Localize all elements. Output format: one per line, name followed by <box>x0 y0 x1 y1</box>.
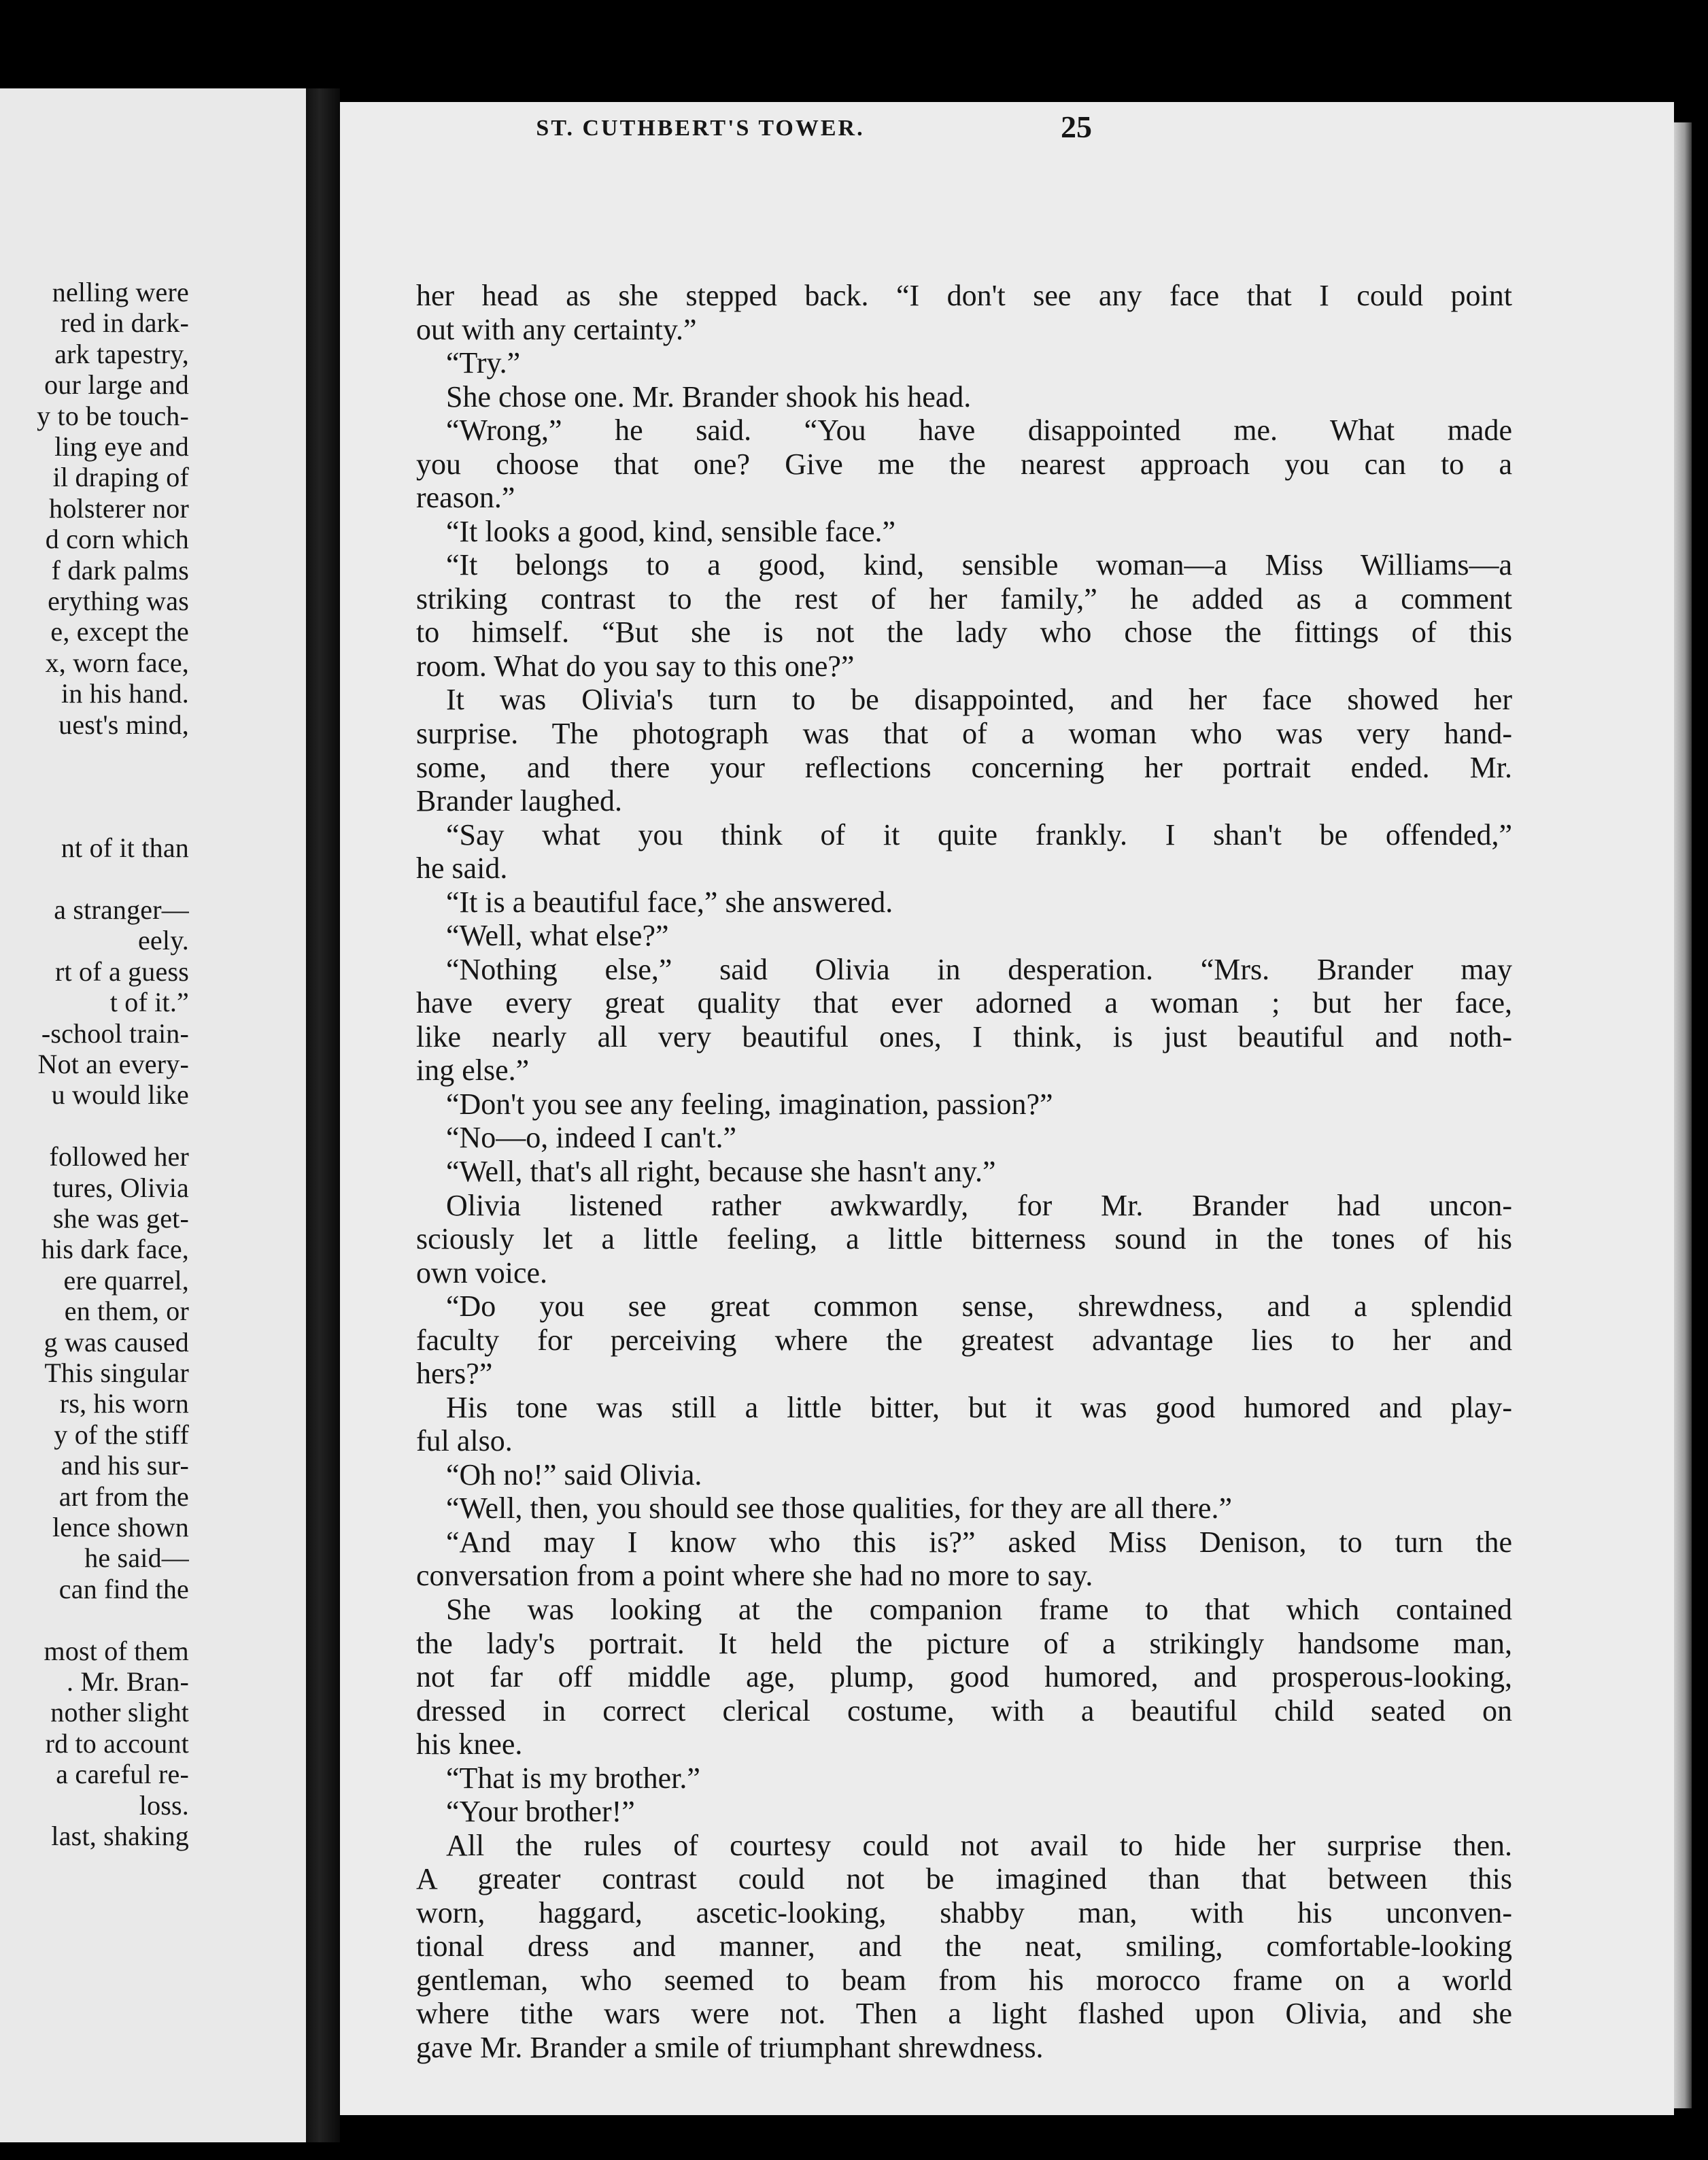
left-page-line: and his sur- <box>61 1450 189 1481</box>
left-page-line: rt of a guess <box>55 956 189 987</box>
body-line: her head as she stepped back. “I don't see any face that I could point <box>416 279 1512 312</box>
left-page-line: holsterer nor <box>49 492 189 524</box>
left-page-line: in his hand. <box>61 678 189 709</box>
body-line: you choose that one? Give me the nearest approach you can to a <box>416 447 1512 481</box>
body-line: “Oh no!” said Olivia. <box>446 1457 702 1491</box>
left-page-line: ere quarrel, <box>63 1264 189 1296</box>
left-page-line: y to be touch- <box>37 400 189 431</box>
body-line: “And may I know who this is?” asked Miss Denison, to turn the <box>446 1525 1512 1559</box>
left-page-line: rd to account <box>45 1727 189 1759</box>
left-page-line: can find the <box>58 1573 189 1604</box>
left-page-line: a careful re- <box>56 1759 189 1790</box>
body-line: “Do you see great common sense, shrewdness, and a splendid <box>446 1289 1512 1323</box>
page-edge <box>1674 122 1692 2108</box>
left-page-line: followed her <box>49 1141 189 1172</box>
left-page-line: il draping of <box>52 462 189 493</box>
body-line: own voice. <box>416 1255 548 1289</box>
body-line: reason.” <box>416 481 515 515</box>
left-page-line: This singular <box>44 1357 189 1388</box>
left-page-line: lence shown <box>52 1512 189 1542</box>
body-line: “Wrong,” he said. “You have disappointed me. What made <box>446 414 1512 448</box>
body-line: room. What do you say to this one?” <box>416 649 855 683</box>
body-line: surprise. The photograph was that of a woman who was very hand- <box>416 717 1512 750</box>
left-page-line: rs, his worn <box>59 1388 189 1419</box>
body-line: Olivia listened rather awkwardly, for Mr. Brander had uncon- <box>446 1188 1512 1222</box>
left-page-line: u would like <box>51 1079 189 1111</box>
left-page-line: x, worn face, <box>45 647 189 678</box>
body-line: “It looks a good, kind, sensible face.” <box>446 514 896 548</box>
body-line: the lady's portrait. It held the picture of a strikingly handsome man, <box>416 1626 1512 1660</box>
body-line: “No—o, indeed I can't.” <box>446 1121 736 1155</box>
body-line: worn, haggard, ascetic-looking, shabby man, with his unconven- <box>416 1895 1512 1929</box>
body-line: some, and there your reflections concerning her portrait ended. Mr. <box>416 750 1512 784</box>
body-line: “Try.” <box>446 346 521 380</box>
body-line: “Well, what else?” <box>446 919 669 953</box>
body-line: “Nothing else,” said Olivia in desperation. “Mrs. Brander may <box>446 952 1512 986</box>
body-line: “Say what you think of it quite frankly. I shan't be offended,” <box>446 817 1512 851</box>
left-page-line: en them, or <box>64 1296 189 1327</box>
body-line: It was Olivia's turn to be disappointed, and her face showed her <box>446 683 1512 717</box>
left-page-line: t of it.” <box>109 987 189 1018</box>
book-spine <box>306 88 340 2142</box>
left-page-line: his dark face, <box>41 1234 189 1265</box>
body-line: hers?” <box>416 1357 493 1391</box>
right-page <box>340 102 1674 2115</box>
body-line: She was looking at the companion frame to that which contained <box>446 1593 1512 1626</box>
left-page-line: loss. <box>139 1789 189 1821</box>
left-page-line: Not an every- <box>37 1049 189 1079</box>
body-line: like nearly all very beautiful ones, I think, is just beautiful and noth- <box>416 1019 1512 1053</box>
left-page-line: art from the <box>58 1481 189 1512</box>
page-number: 25 <box>1061 109 1092 144</box>
body-line: “Well, then, you should see those qualities, for they are all there.” <box>446 1491 1232 1525</box>
left-page-line: y of the stiff <box>54 1419 189 1450</box>
body-line: striking contrast to the rest of her family,” he added as a comment <box>416 581 1512 615</box>
body-line: have every great quality that ever adorned a woman ; but her face, <box>416 986 1512 1020</box>
body-line: out with any certainty.” <box>416 312 697 346</box>
body-line: “It belongs to a good, kind, sensible woman—a Miss Williams—a <box>446 548 1512 582</box>
body-line: gave Mr. Brander a smile of triumphant shrewdness. <box>416 2031 1044 2064</box>
left-page-line: nelling were <box>52 277 189 307</box>
body-line: Brander laughed. <box>416 784 622 818</box>
left-page-line: tures, Olivia <box>52 1172 189 1203</box>
left-page-line: our large and <box>44 369 189 401</box>
body-line: gentleman, who seemed to beam from his morocco frame on a world <box>416 1963 1512 1997</box>
body-line: “Don't you see any feeling, imagination, passion?” <box>446 1087 1053 1121</box>
left-page-line: eely. <box>137 925 189 956</box>
body-line: ing else.” <box>416 1053 530 1087</box>
body-line: dressed in correct clerical costume, with a beautiful child seated on <box>416 1693 1512 1727</box>
left-page-line: g was caused <box>44 1326 189 1357</box>
left-page-line: red in dark- <box>61 307 189 339</box>
left-page-line: erything was <box>48 586 189 616</box>
body-line: “Your brother!” <box>446 1795 635 1829</box>
body-line: All the rules of courtesy could not avail to hide her surprise then. <box>446 1828 1512 1862</box>
left-page-line: -school train- <box>41 1017 189 1049</box>
body-line: “Well, that's all right, because she hasn't any.” <box>446 1155 996 1188</box>
body-line: His tone was still a little bitter, but it was good humored and play- <box>446 1390 1512 1424</box>
left-page-line: f dark palms <box>51 554 189 586</box>
left-page-line: nt of it than <box>61 832 189 864</box>
left-page-line: nother slight <box>50 1697 189 1728</box>
body-text <box>416 280 1512 2062</box>
body-line: “It is a beautiful face,” she answered. <box>446 885 893 919</box>
left-page-line: e, except the <box>50 616 189 647</box>
body-line: She chose one. Mr. Brander shook his head. <box>446 379 972 414</box>
body-line: sciously let a little feeling, a little bitterness sound in the tones of his <box>416 1222 1512 1256</box>
left-page-line: . Mr. Bran- <box>67 1666 189 1697</box>
left-page-line: she was get- <box>52 1203 189 1234</box>
body-line: ful also. <box>416 1424 513 1458</box>
body-line: he said. <box>416 851 508 885</box>
body-line: tional dress and manner, and the neat, smiling, comfortable-looking <box>416 1929 1512 1963</box>
left-page-line: d corn which <box>45 524 189 555</box>
left-page-line: last, shaking <box>51 1821 189 1851</box>
left-page-line: a stranger— <box>54 894 189 925</box>
body-line: conversation from a point where she had no more to say. <box>416 1559 1093 1593</box>
left-page-line: he said— <box>84 1542 189 1574</box>
body-line: A greater contrast could not be imagined than that between this <box>416 1862 1512 1896</box>
left-page <box>0 88 306 2142</box>
running-head: ST. CUTHBERT'S TOWER. <box>536 116 865 141</box>
body-line: “That is my brother.” <box>446 1761 700 1795</box>
body-line: where tithe wars were not. Then a light flashed upon Olivia, and she <box>416 1997 1512 2031</box>
left-page-line: ark tapestry, <box>54 338 189 369</box>
body-line: his knee. <box>416 1727 523 1761</box>
body-line: to himself. “But she is not the lady who chose the fittings of this <box>416 615 1512 649</box>
body-line: faculty for perceiving where the greatest advantage lies to her and <box>416 1323 1512 1357</box>
left-page-line: ling eye and <box>54 431 189 462</box>
left-page-line: most of them <box>44 1635 189 1666</box>
body-line: not far off middle age, plump, good humored, and prosperous-looking, <box>416 1660 1512 1694</box>
left-page-line: uest's mind, <box>58 709 189 740</box>
